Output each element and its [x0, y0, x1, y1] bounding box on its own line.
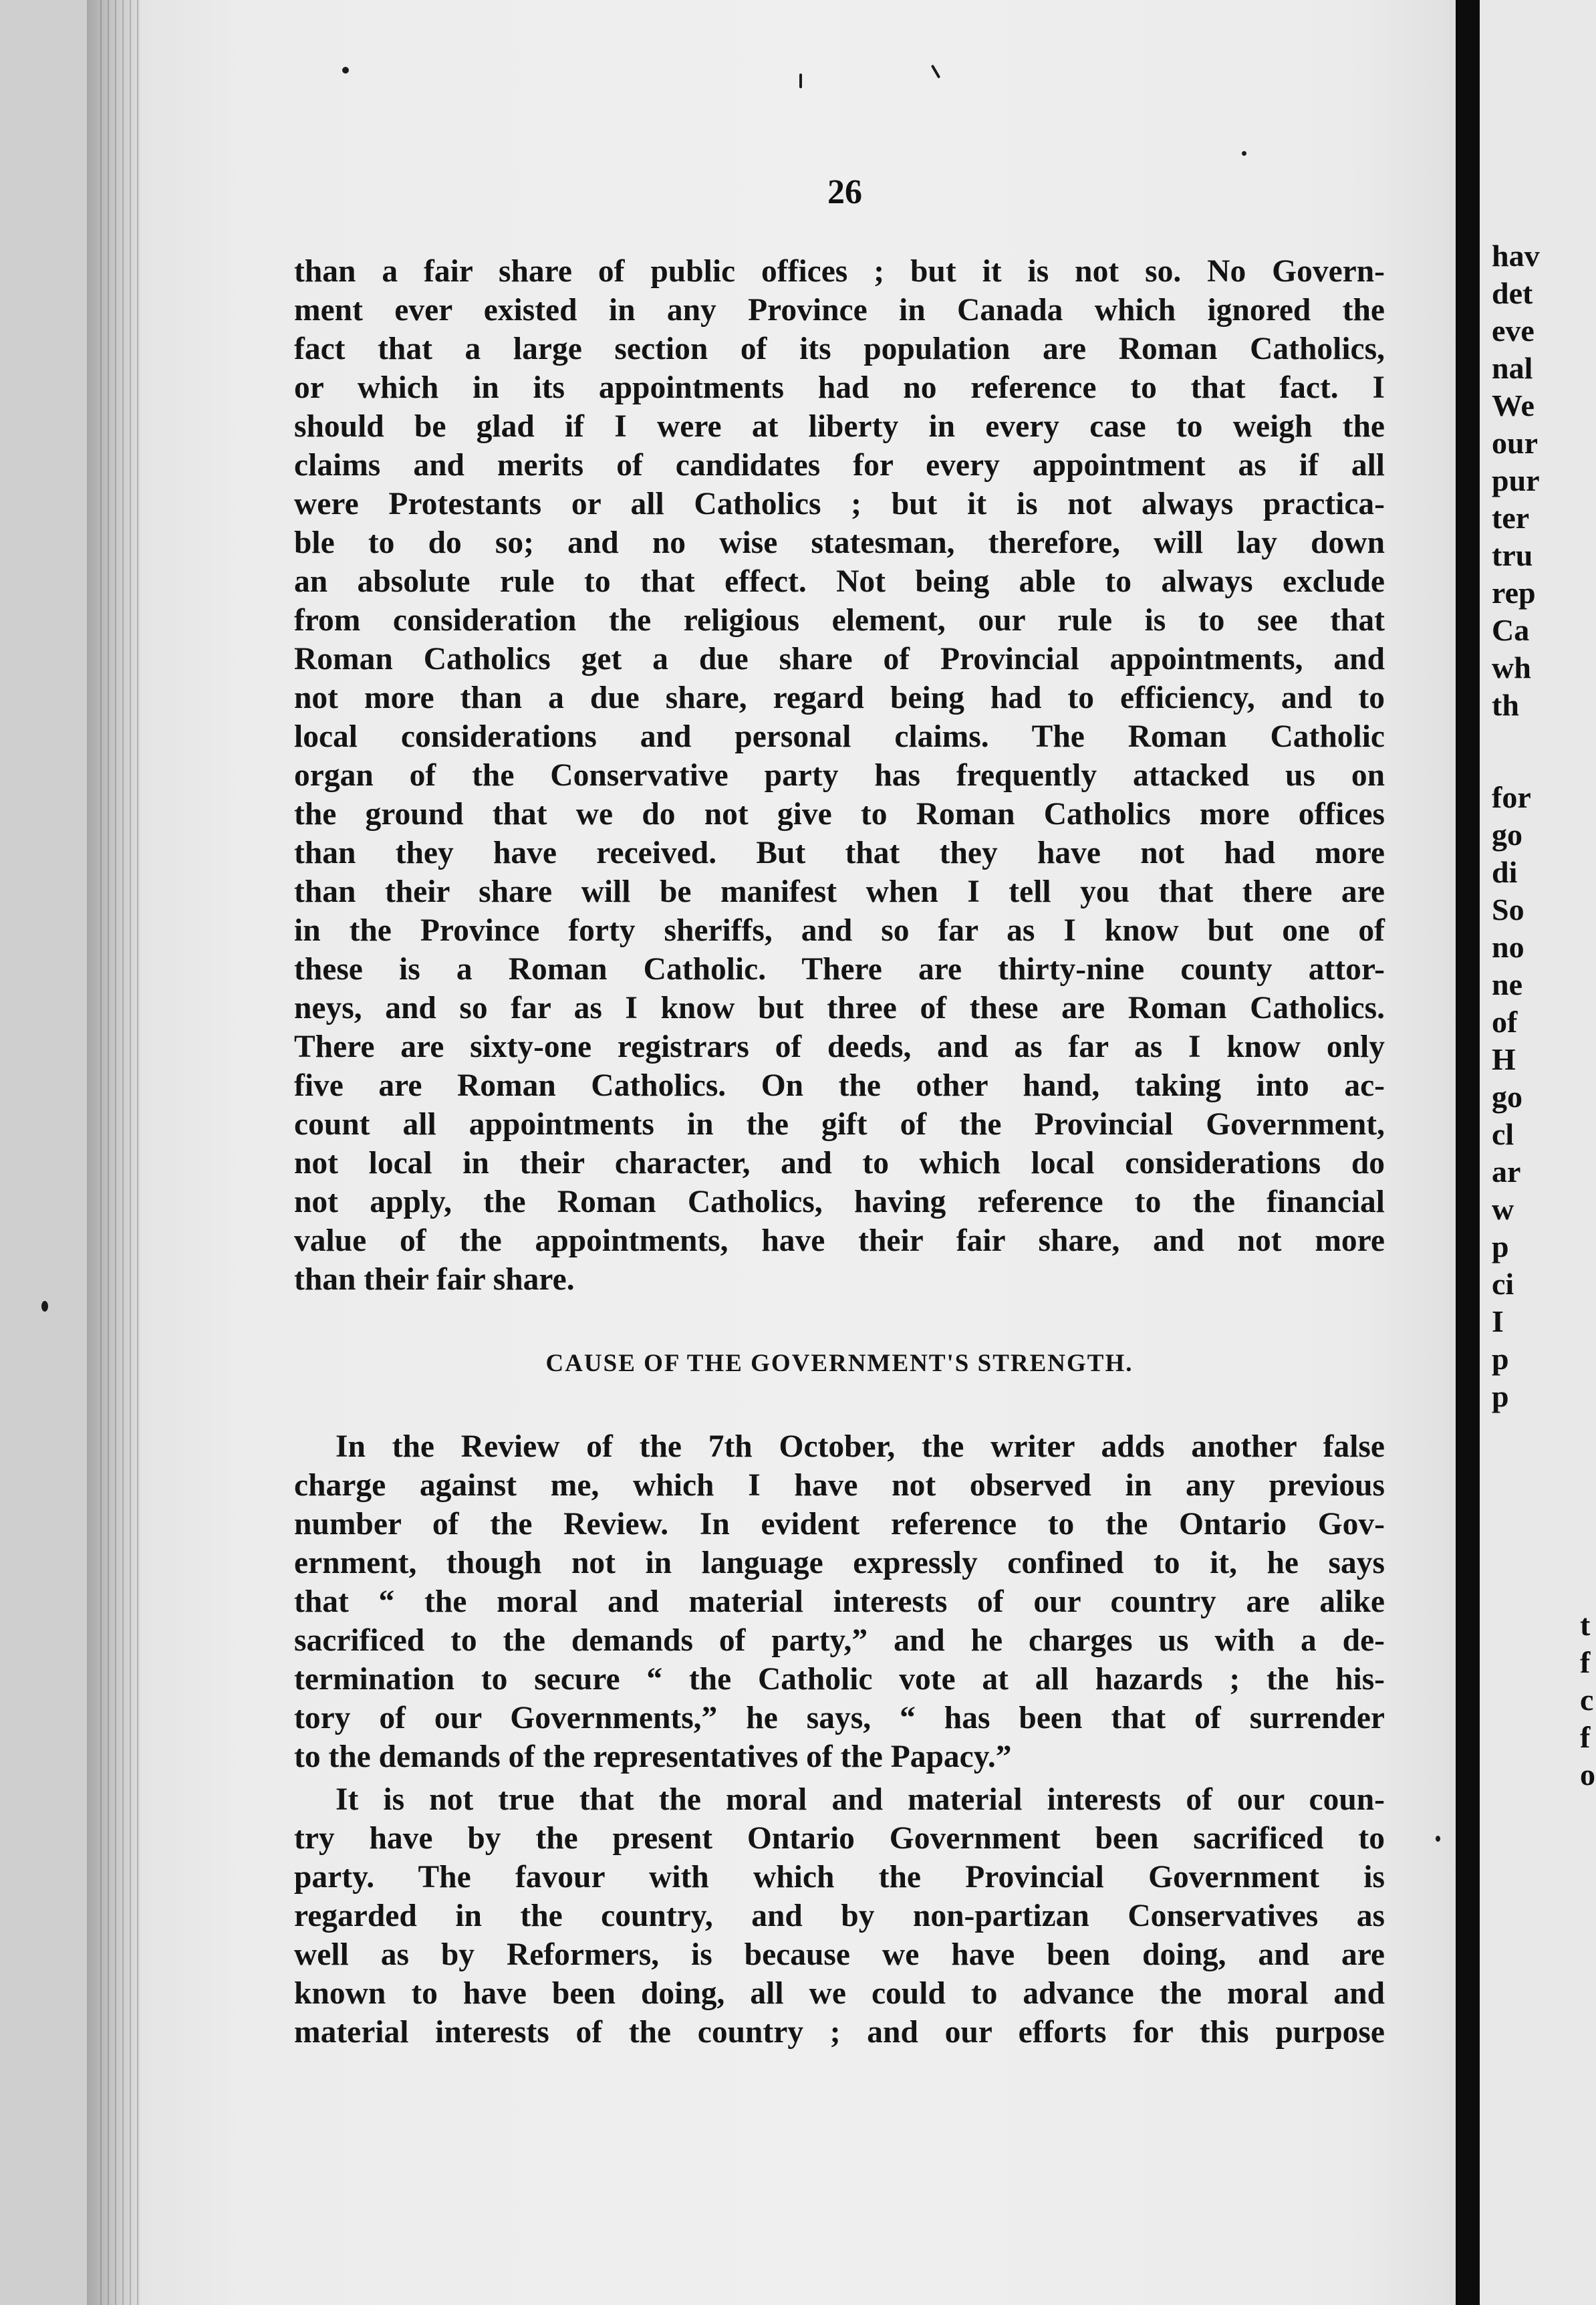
text-line: an absolute rule to that effect. Not being able to always exclude	[294, 564, 1385, 599]
text-line: Roman Catholics get a due share of Provincial appointments, and	[294, 642, 1385, 677]
text-line: party. The favour with which the Provincial Government is	[294, 1860, 1385, 1895]
next-page-fragment: c	[1580, 1683, 1594, 1717]
text-line: neys, and so far as I know but three of these are Roman Catholics.	[294, 991, 1385, 1025]
text-line: not more than a due share, regard being had to efficiency, and to	[294, 681, 1385, 715]
next-page-fragment: o	[1580, 1757, 1595, 1792]
next-page-fragment: eve	[1492, 314, 1535, 348]
next-page-fragment: cl	[1492, 1117, 1514, 1151]
text-line: not local in their character, and to which local considerations do	[294, 1146, 1385, 1181]
next-page-fragment: of	[1492, 1005, 1518, 1039]
text-line: known to have been doing, all we could to advance the moral and	[294, 1976, 1385, 2011]
text-line: charge against me, which I have not observed in any previous	[294, 1468, 1385, 1503]
next-page-fragment: det	[1492, 276, 1533, 310]
next-page-fragment: ar	[1492, 1155, 1521, 1189]
gutter-page-edges	[100, 0, 140, 2305]
next-page-fragment: w	[1492, 1192, 1514, 1226]
next-page-fragment: th	[1492, 688, 1519, 722]
text-line: claims and merits of candidates for every appointment as if all	[294, 448, 1385, 483]
text-line: ble to do so; and no wise statesman, therefore, will lay down	[294, 525, 1385, 560]
scan-speck	[342, 67, 349, 74]
text-line: not apply, the Roman Catholics, having reference to the financial	[294, 1185, 1385, 1219]
text-line: ment ever existed in any Province in Canada which ignored the	[294, 293, 1385, 328]
text-line: regarded in the country, and by non-partizan Conservatives as	[294, 1899, 1385, 1933]
text-line: to the demands of the representatives of the Papacy.”	[294, 1739, 1012, 1774]
next-page-fragment: f	[1580, 1645, 1591, 1679]
text-line: organ of the Conservative party has frequently attacked us on	[294, 758, 1385, 793]
next-page-fragment: p	[1492, 1342, 1509, 1376]
text-line: There are sixty-one registrars of deeds, and as far as I know only	[294, 1029, 1385, 1064]
text-line: or which in its appointments had no reference to that fact. I	[294, 370, 1385, 405]
text-line: well as by Reformers, is because we have been doing, and are	[294, 1937, 1385, 1972]
next-page-fragment: for	[1492, 780, 1531, 814]
text-line: try have by the present Ontario Government been sacrificed to	[294, 1821, 1385, 1856]
next-page-fragment: So	[1492, 892, 1524, 927]
section-heading: CAUSE OF THE GOVERNMENT'S STRENGTH.	[545, 1350, 1134, 1377]
next-page-fragment: go	[1492, 1080, 1522, 1114]
next-page-fragment: hav	[1492, 239, 1540, 273]
text-line: ernment, though not in language expressly confined to it, he says	[294, 1546, 1385, 1580]
next-page-fragment: p	[1492, 1379, 1509, 1413]
next-page-fragment: I	[1492, 1304, 1504, 1338]
text-line: these is a Roman Catholic. There are thirty-nine county attor-	[294, 952, 1385, 987]
scan-speck	[41, 1301, 48, 1312]
text-line: count all appointments in the gift of the Provincial Government,	[294, 1107, 1385, 1142]
text-line: should be glad if I were at liberty in every case to weigh the	[294, 409, 1385, 444]
text-line: were Protestants or all Catholics ; but it is not always practica-	[294, 487, 1385, 521]
text-line: local considerations and personal claims. The Roman Catholic	[294, 719, 1385, 754]
next-page-fragment: tru	[1492, 538, 1533, 572]
text-line: material interests of the country ; and our efforts for this purpose	[294, 2015, 1385, 2050]
next-page-fragment: our	[1492, 426, 1538, 460]
text-line: It is not true that the moral and material interests of our coun-	[336, 1782, 1385, 1817]
text-line: In the Review of the 7th October, the writer adds another false	[336, 1429, 1385, 1464]
text-line: value of the appointments, have their fair share, and not more	[294, 1223, 1385, 1258]
next-page-fragment: rep	[1492, 576, 1536, 610]
page-number: 26	[827, 173, 862, 211]
text-line: in the Province forty sheriffs, and so far as I know but one of	[294, 913, 1385, 948]
next-page-fragment: f	[1580, 1720, 1591, 1754]
next-page-fragment: no	[1492, 930, 1524, 964]
text-line: five are Roman Catholics. On the other hand, taking into ac-	[294, 1068, 1385, 1103]
next-page-fragment: ne	[1492, 967, 1522, 1001]
text-line: than they have received. But that they have not had more	[294, 836, 1385, 870]
next-page-fragment: ci	[1492, 1267, 1514, 1301]
next-page-fragment: We	[1492, 388, 1535, 422]
next-page-fragment: H	[1492, 1042, 1516, 1076]
text-line: than their share will be manifest when I tell you that there are	[294, 874, 1385, 909]
next-page-fragment: Ca	[1492, 613, 1530, 647]
scan-speck	[1242, 151, 1246, 156]
text-line: that “ the moral and material interests of our country are alike	[294, 1584, 1385, 1619]
next-page-fragment: t	[1580, 1608, 1591, 1642]
text-line: sacrificed to the demands of party,” and he charges us with a de-	[294, 1623, 1385, 1658]
scan-speck	[799, 74, 802, 88]
next-page-fragment: nal	[1492, 351, 1533, 385]
next-page-edge	[1480, 0, 1596, 2305]
text-line: the ground that we do not give to Roman Catholics more offices	[294, 797, 1385, 832]
next-page-fragment: di	[1492, 855, 1518, 889]
page-divider-shadow	[1456, 0, 1480, 2305]
text-line: number of the Review. In evident reference to the Ontario Gov-	[294, 1507, 1385, 1542]
scan-speck	[1436, 1836, 1440, 1842]
text-line: termination to secure “ the Catholic vote at all hazards ; the his-	[294, 1662, 1385, 1697]
next-page-fragment: wh	[1492, 650, 1531, 685]
next-page-fragment: ter	[1492, 501, 1530, 535]
text-line: from consideration the religious element, our rule is to see that	[294, 603, 1385, 638]
text-line: than a fair share of public offices ; but it is not so. No Govern-	[294, 254, 1385, 289]
text-line: tory of our Governments,” he says, “ has been that of surrender	[294, 1701, 1385, 1735]
next-page-fragment: p	[1492, 1229, 1509, 1263]
next-page-fragment: pur	[1492, 463, 1540, 497]
next-page-fragment: go	[1492, 818, 1522, 852]
text-line: fact that a large section of its population are Roman Catholics,	[294, 332, 1385, 366]
text-line: than their fair share.	[294, 1262, 575, 1297]
